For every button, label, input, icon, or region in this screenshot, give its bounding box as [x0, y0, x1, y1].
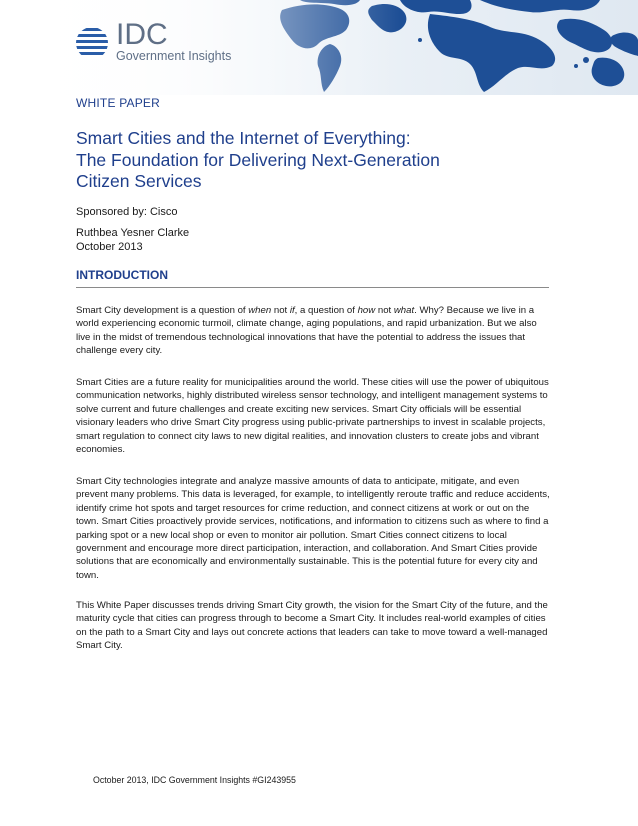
header-banner — [0, 0, 638, 95]
sponsor-line: Sponsored by: Cisco — [76, 206, 178, 218]
author-name: Ruthbea Yesner Clarke — [76, 227, 190, 239]
intro-paragraph-3: Smart City technologies integrate and analyze massive amounts of data to anticipate, mitigate, and even prevent many problems. This data is leveraged, for example, to intelligently reroute traffic and reduce accidents, identify crime hot spots and target resources for crime reduction, and connect citizens at work or out on the town. Smart Cities proactively provide services, notifications, and information to citizens such as where to find a parking spot or a new local shop or even to monitor air pollution. Smart Cities connect citizens to local government and encourage more direct participation, interaction, and collaboration. And Smart Cities provide solutions that are economically and environmentally sustainable. This is the potential future for every city and town. — [76, 476, 550, 581]
document-title — [76, 128, 556, 193]
section-divider — [76, 287, 549, 288]
intro-paragraph-1: Smart City development is a question of when not if, a question of how not what. Why? Because we live in a world experiencing economic turmoil, climate change, aging populations, and rapid urbanization. But we also live in the midst of tremendous technological innovations that have the potential to address the issues that challenge every city. — [76, 305, 537, 357]
title-line: Citizen Services — [76, 171, 202, 191]
logo-wordmark: IDC — [116, 18, 168, 51]
title-line: Smart Cities and the Internet of Everything: — [76, 128, 411, 148]
publication-date: October 2013 — [76, 241, 143, 253]
intro-paragraph-4: This White Paper discusses trends driving Smart City growth, the vision for the Smart City of the future, and the maturity cycle that cities can progress through to become a Smart City. It includes real-world examples of cities on the path to a Smart City and lays out concrete actions that leaders can take to move toward a well-managed Smart City. — [76, 600, 548, 652]
intro-paragraph-2: Smart Cities are a future reality for municipalities around the world. These cities will use the power of ubiquitous communication networks, highly distributed wireless sensor technology, and intelligent management systems to solve current and future challenges and create exciting new services. Smart City officials will be essential visionary leaders who drive Smart City progress using public-private partnerships to invest in scalable projects, smart regulation to connect city laws to new digital realities, and innovation clusters to create jobs and vibrant economies. — [76, 377, 549, 456]
idc-globe-icon — [74, 25, 110, 61]
idc-logo — [74, 20, 254, 70]
section-heading: INTRODUCTION — [76, 268, 168, 282]
logo-subtitle: Government Insights — [116, 49, 232, 63]
title-line: The Foundation for Delivering Next-Generation — [76, 149, 440, 170]
document-type-label: WHITE PAPER — [76, 96, 160, 110]
page-footer: October 2013, IDC Government Insights #GI243955 — [93, 775, 296, 785]
